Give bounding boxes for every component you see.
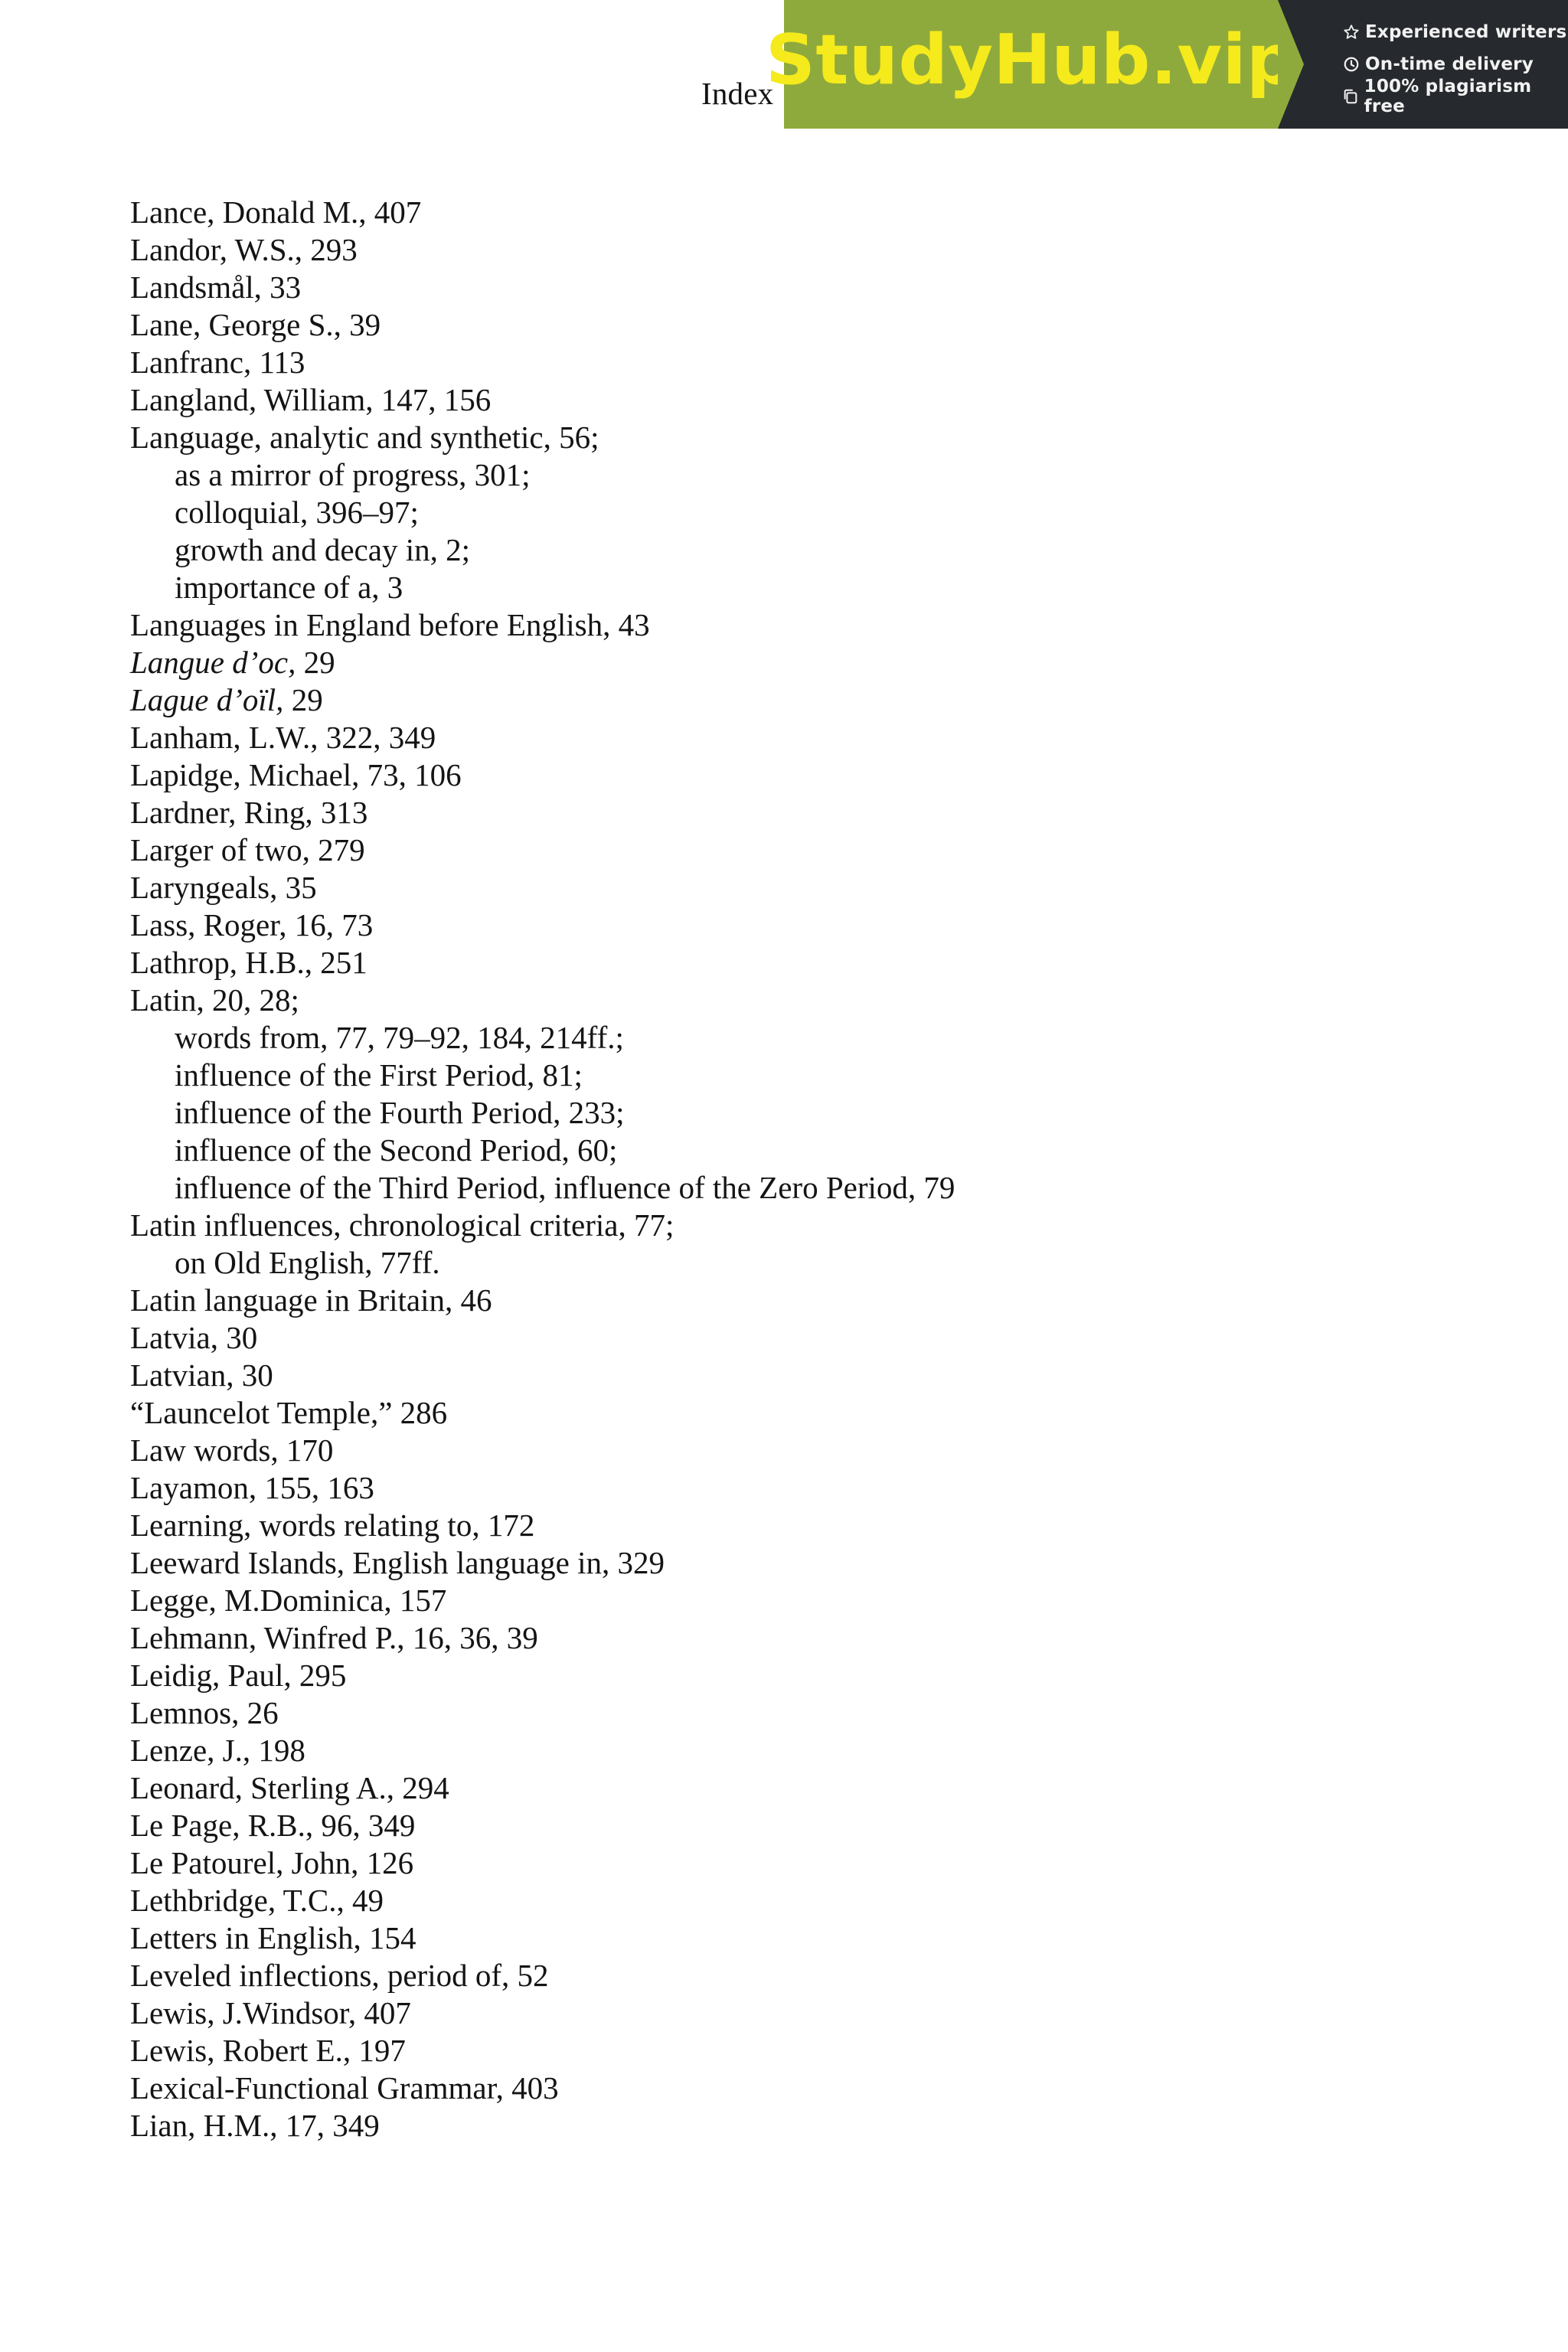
entry-text: Lance, Donald M., 407 [130,194,422,230]
index-entry [130,1657,955,1694]
index-entry [130,1469,955,1507]
entry-text: Lathrop, H.B., 251 [130,945,368,980]
index-entry [130,2107,955,2145]
entry-text: Lethbridge, T.C., 49 [130,1883,384,1918]
index-subentry [130,569,955,606]
entry-pages: 29 [283,682,323,717]
index-entry [130,794,955,831]
entry-text: Lemnos, 26 [130,1695,279,1730]
entry-text: Layamon, 155, 163 [130,1470,374,1505]
star-icon [1341,24,1362,41]
entry-text: Langue d’oc, [130,645,296,680]
entry-text: Lass, Roger, 16, 73 [130,907,374,942]
index-entry [130,1807,955,1844]
index-entry [130,1432,955,1469]
entry-text: Leeward Islands, English language in, 329 [130,1545,665,1580]
entry-text: Lexical-Functional Grammar, 403 [130,2070,559,2105]
entry-text: Lian, H.M., 17, 349 [130,2108,380,2143]
entry-text: Lehmann, Winfred P., 16, 36, 39 [130,1620,538,1655]
index-entry [130,1282,955,1319]
entry-text: Latin influences, chronological criteria, 77; [130,1207,675,1243]
index-subentry [130,494,955,531]
entry-text: Language, analytic and synthetic, 56; [130,420,599,455]
entry-text: Larger of two, 279 [130,832,365,867]
entry-text: influence of the Third Period, influence of the Zero Period, 79 [175,1170,956,1205]
index-entry [130,381,955,419]
index-entry [130,1544,955,1582]
index-subentry [130,531,955,569]
index-subentry [130,1244,955,1282]
entry-text: Le Patourel, John, 126 [130,1845,414,1880]
index-entry [130,1732,955,1769]
index-entry [130,1957,955,1994]
entry-text: Letters in English, 154 [130,1920,416,1955]
feature-item [1341,51,1568,78]
entry-text: Lewis, Robert E., 197 [130,2033,406,2068]
index-entry [130,194,955,231]
copy-icon [1341,88,1361,105]
entry-text: Landor, W.S., 293 [130,232,358,267]
entry-text: influence of the Second Period, 60; [175,1132,618,1168]
index-entries [130,194,955,2145]
entry-text: influence of the First Period, 81; [175,1057,583,1093]
index-entry [130,2032,955,2069]
index-subentry [130,456,955,494]
entry-text: Le Page, R.B., 96, 349 [130,1808,416,1843]
entry-text: Law words, 170 [130,1432,334,1468]
entry-text: Latin language in Britain, 46 [130,1282,492,1318]
index-subentry [130,1094,955,1132]
entry-text: Learning, words relating to, 172 [130,1508,535,1543]
index-entry [130,1394,955,1432]
index-entry [130,906,955,944]
index-entry [130,1319,955,1357]
entry-text: Lenze, J., 198 [130,1733,305,1768]
entry-text: Laryngeals, 35 [130,870,317,905]
index-entry [130,1507,955,1544]
index-entry [130,1769,955,1807]
index-entry [130,1919,955,1957]
index-entry [130,1582,955,1619]
entry-text: Lanham, L.W., 322, 349 [130,720,436,755]
index-subentry [130,1132,955,1169]
entry-text: colloquial, 396–97; [175,495,419,530]
index-subentry [130,1019,955,1057]
entry-text: Lague d’oïl, [130,682,284,717]
index-entry [130,831,955,869]
index-entry [130,1844,955,1882]
entry-text: Latvia, 30 [130,1320,258,1355]
entry-text: on Old English, 77ff. [175,1245,440,1280]
index-entry [130,231,955,269]
entry-text: Langland, William, 147, 156 [130,382,492,417]
entry-text: words from, 77, 79–92, 184, 214ff.; [175,1020,624,1055]
index-entry [130,1694,955,1732]
entry-text: as a mirror of progress, 301; [175,457,531,492]
entry-text: Leveled inflections, period of, 52 [130,1958,549,1993]
feature-label: 100% plagiarism free [1364,77,1532,116]
page-title: Index [701,76,774,111]
entry-text: Leidig, Paul, 295 [130,1658,347,1693]
index-entry [130,1207,955,1244]
index-entry [130,644,955,681]
feature-item [1341,18,1568,46]
entry-text: Lardner, Ring, 313 [130,795,368,830]
index-entry [130,681,955,719]
entry-text: influence of the Fourth Period, 233; [175,1095,625,1130]
entry-text: growth and decay in, 2; [175,532,470,567]
index-entry [130,344,955,381]
entry-text: Languages in England before English, 43 [130,607,650,642]
entry-text: Leonard, Sterling A., 294 [130,1770,449,1805]
index-subentry [130,1057,955,1094]
entry-text: importance of a, 3 [175,570,403,605]
promo-banner[interactable] [766,0,1568,129]
index-entry [130,756,955,794]
entry-text: Latvian, 30 [130,1357,273,1393]
index-entry [130,419,955,456]
feature-list [1278,0,1568,129]
entry-text: Lane, George S., 39 [130,307,381,342]
entry-text: Lewis, J.Windsor, 407 [130,1995,411,2030]
entry-text: Lapidge, Michael, 73, 106 [130,757,462,792]
entry-text: “Launcelot Temple,” 286 [130,1395,448,1430]
feature-label: Experienced writers [1365,22,1567,42]
entry-text: Legge, M.Dominica, 157 [130,1583,447,1618]
entry-text: Latin, 20, 28; [130,982,299,1018]
brand-name: StudyHub.vip [766,20,1296,100]
index-entry [130,1882,955,1919]
index-entry [130,269,955,306]
index-entry [130,1357,955,1394]
index-entry [130,869,955,906]
index-entry [130,719,955,756]
index-entry [130,306,955,344]
index-entry [130,1619,955,1657]
entry-text: Landsmål, 33 [130,270,302,305]
entry-text: Lanfranc, 113 [130,345,305,380]
feature-item [1341,77,1568,116]
index-entry [130,2069,955,2107]
brand-logo[interactable] [766,0,1296,129]
index-entry [130,1994,955,2032]
index-entry [130,606,955,644]
index-subentry [130,1169,955,1207]
index-entry [130,944,955,982]
entry-pages: 29 [296,645,335,680]
clock-icon [1341,56,1362,73]
feature-label: On-time delivery [1365,54,1534,74]
index-entry [130,982,955,1019]
